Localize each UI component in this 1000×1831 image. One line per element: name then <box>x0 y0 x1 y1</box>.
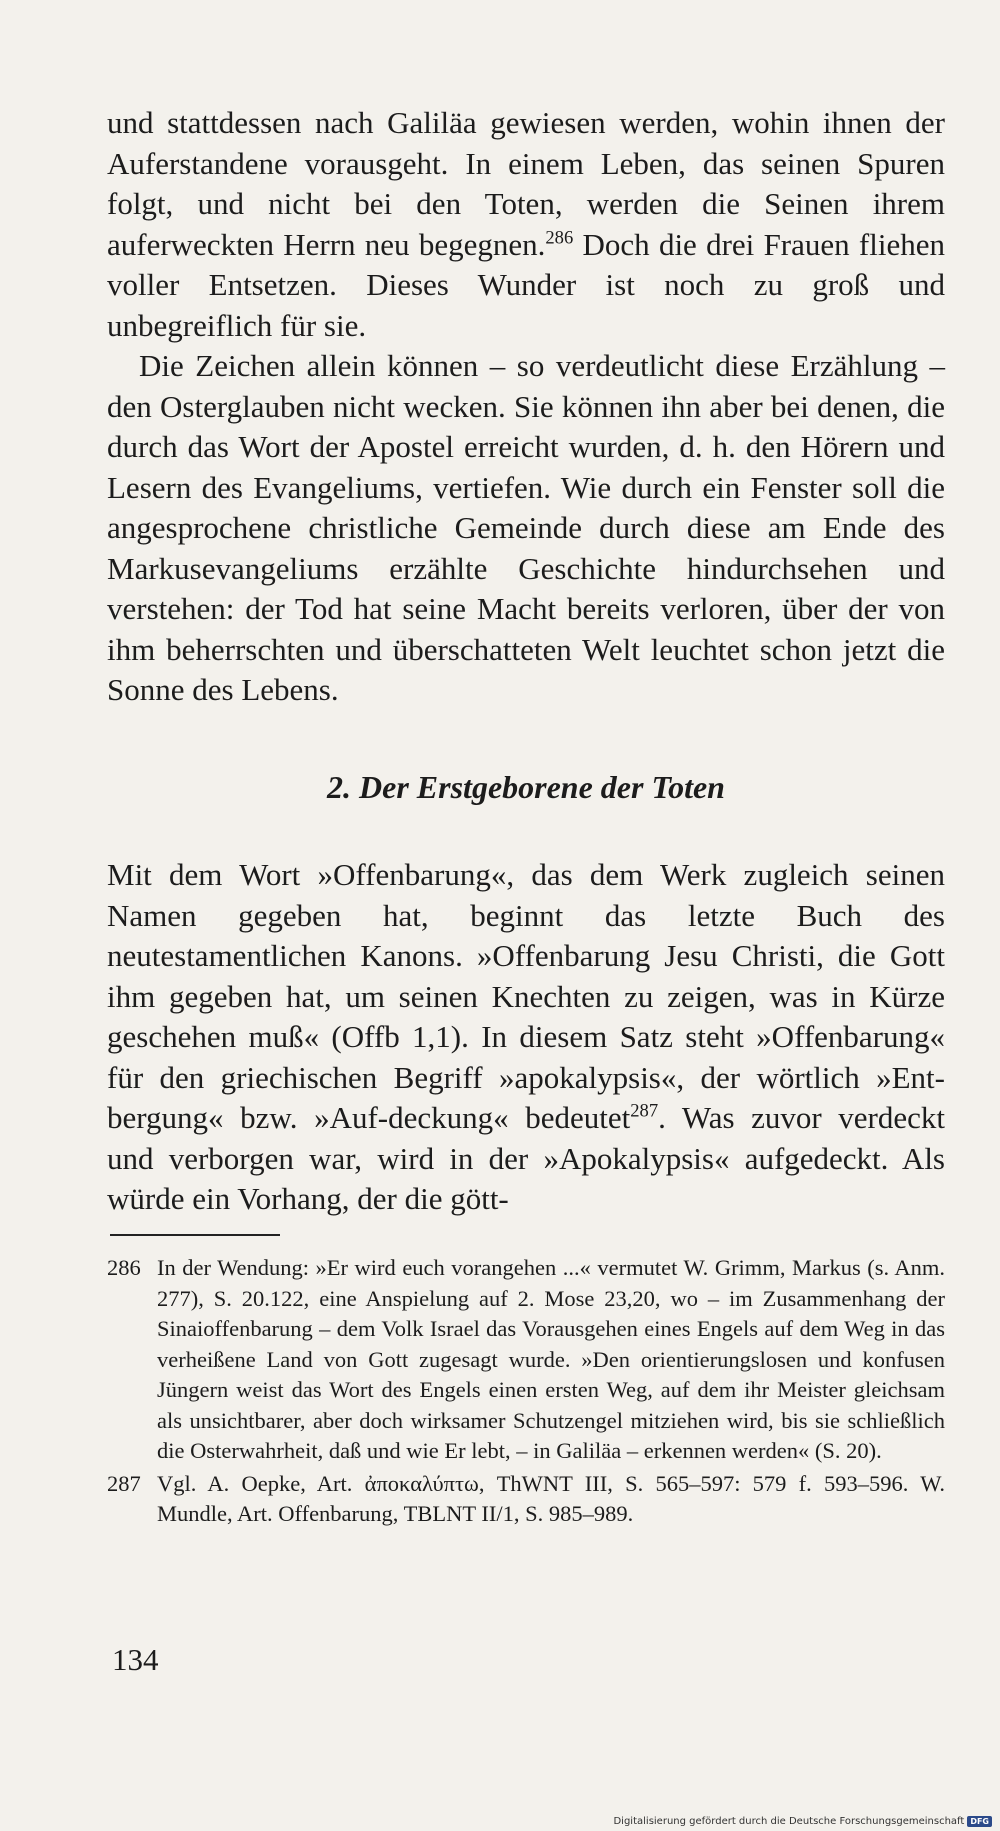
digitization-credit <box>613 1816 992 1827</box>
footnote-text: Vgl. A. Oepke, Art. ἀποκαλύπτω, ThWNT III, S. 565–597: 579 f. 593–596. W. Mundle, Art. Offenbarung, TBLNT II/1, S. 985–989. <box>157 1470 945 1526</box>
footnote-ref-287[interactable]: 287 <box>630 1100 659 1122</box>
dfg-logo-icon: DFG <box>967 1816 992 1827</box>
paragraph-2: Die Zeichen allein können – so verdeutlicht diese Erzählung – den Osterglauben nicht wecken. Sie können ihn aber bei denen, die durch das Wort der Apostel erreicht wurden, d. h. den Hörern und Lesern des Evangeliums, vertiefen. Wie durch ein Fenster soll die angesprochene christliche Gemeinde durch diese am Ende des Markusevangeliums erzählte Geschichte hindurchsehen und verstehen: der Tod hat seine Macht bereits verloren, über der von ihm beherrschten und überschatteten Welt leuchtet schon jetzt die Sonne des Lebens. <box>107 348 945 707</box>
paragraph-3 <box>107 855 945 1220</box>
paragraph-3-continuation: . Was zuvor verdeckt und verborgen war, wird in der »Apokalypsis« aufgedeckt. Als würde ein Vorhang, der die gött- <box>107 1100 946 1216</box>
footnote-number: 286 <box>107 1255 141 1280</box>
paragraph-1 <box>107 103 945 346</box>
page-number: 134 <box>112 1642 159 1677</box>
paragraph-1-continuation: Doch die drei Frauen fliehen voller Entsetzen. Dieses Wunder ist noch zu groß und unbegreiflich für sie. <box>107 226 945 343</box>
body-text-top <box>107 103 945 711</box>
paragraph-3-text: Mit dem Wort »Offenbarung«, das dem Werk zugleich seinen Namen gegeben hat, beginnt das letzte Buch des neutestamentlichen Kanons. »Offenbarung Jesu Christi, die Gott ihm gegeben hat, um seinen Knechten zu zeigen, was in Kürze geschehen muß« (Offb 1,1). In diesem Satz steht »Offenbarung« für den griechischen Begriff »apokalypsis«, der wörtlich »Ent-bergung« bzw. »Auf-deckung« bedeutet <box>107 857 945 1135</box>
footnote-ref-286[interactable]: 286 <box>545 227 574 249</box>
section-heading: 2. Der Erstgeborene der Toten <box>327 769 725 805</box>
footnotes <box>107 1253 945 1532</box>
footnote-287 <box>107 1469 945 1530</box>
body-text-bottom <box>107 855 945 1220</box>
footnote-text: In der Wendung: »Er wird euch vorangehen ...« vermutet W. Grimm, Markus (s. Anm. 277), S. 20.122, eine Anspielung auf 2. Mose 23,20, wo – im Zusammenhang der Sinaioffenbarung – dem Volk Israel das Vorausgehen eines Engels auf dem Weg in das verheißene Land von Gott zugesagt wurde. »Den orientierungslosen und konfusen Jüngern weist das Wort des Engels einen ersten Weg, auf dem ihr Meister gleichsam als unsichtbarer, aber doch wirksamer Schutzengel mitziehen wird, bis sie schließlich die Osterwahrheit, daß und wie Er lebt, – in Galiläa – erkennen werden« (S. 20). <box>157 1255 945 1463</box>
footnote-divider <box>110 1234 280 1236</box>
credit-text: Digitalisierung gefördert durch die Deutsche Forschungsgemeinschaft <box>613 1816 965 1827</box>
paragraph-1-text: und stattdessen nach Galiläa gewiesen werden, wohin ihnen der Auferstandene vorausgeht. In einem Leben, das seinen Spuren folgt, und nicht bei den Toten, werden die Seinen ihrem auferweckten Herrn neu begegnen. <box>107 105 945 262</box>
footnote-286 <box>107 1253 945 1467</box>
footnote-number: 287 <box>107 1470 141 1496</box>
